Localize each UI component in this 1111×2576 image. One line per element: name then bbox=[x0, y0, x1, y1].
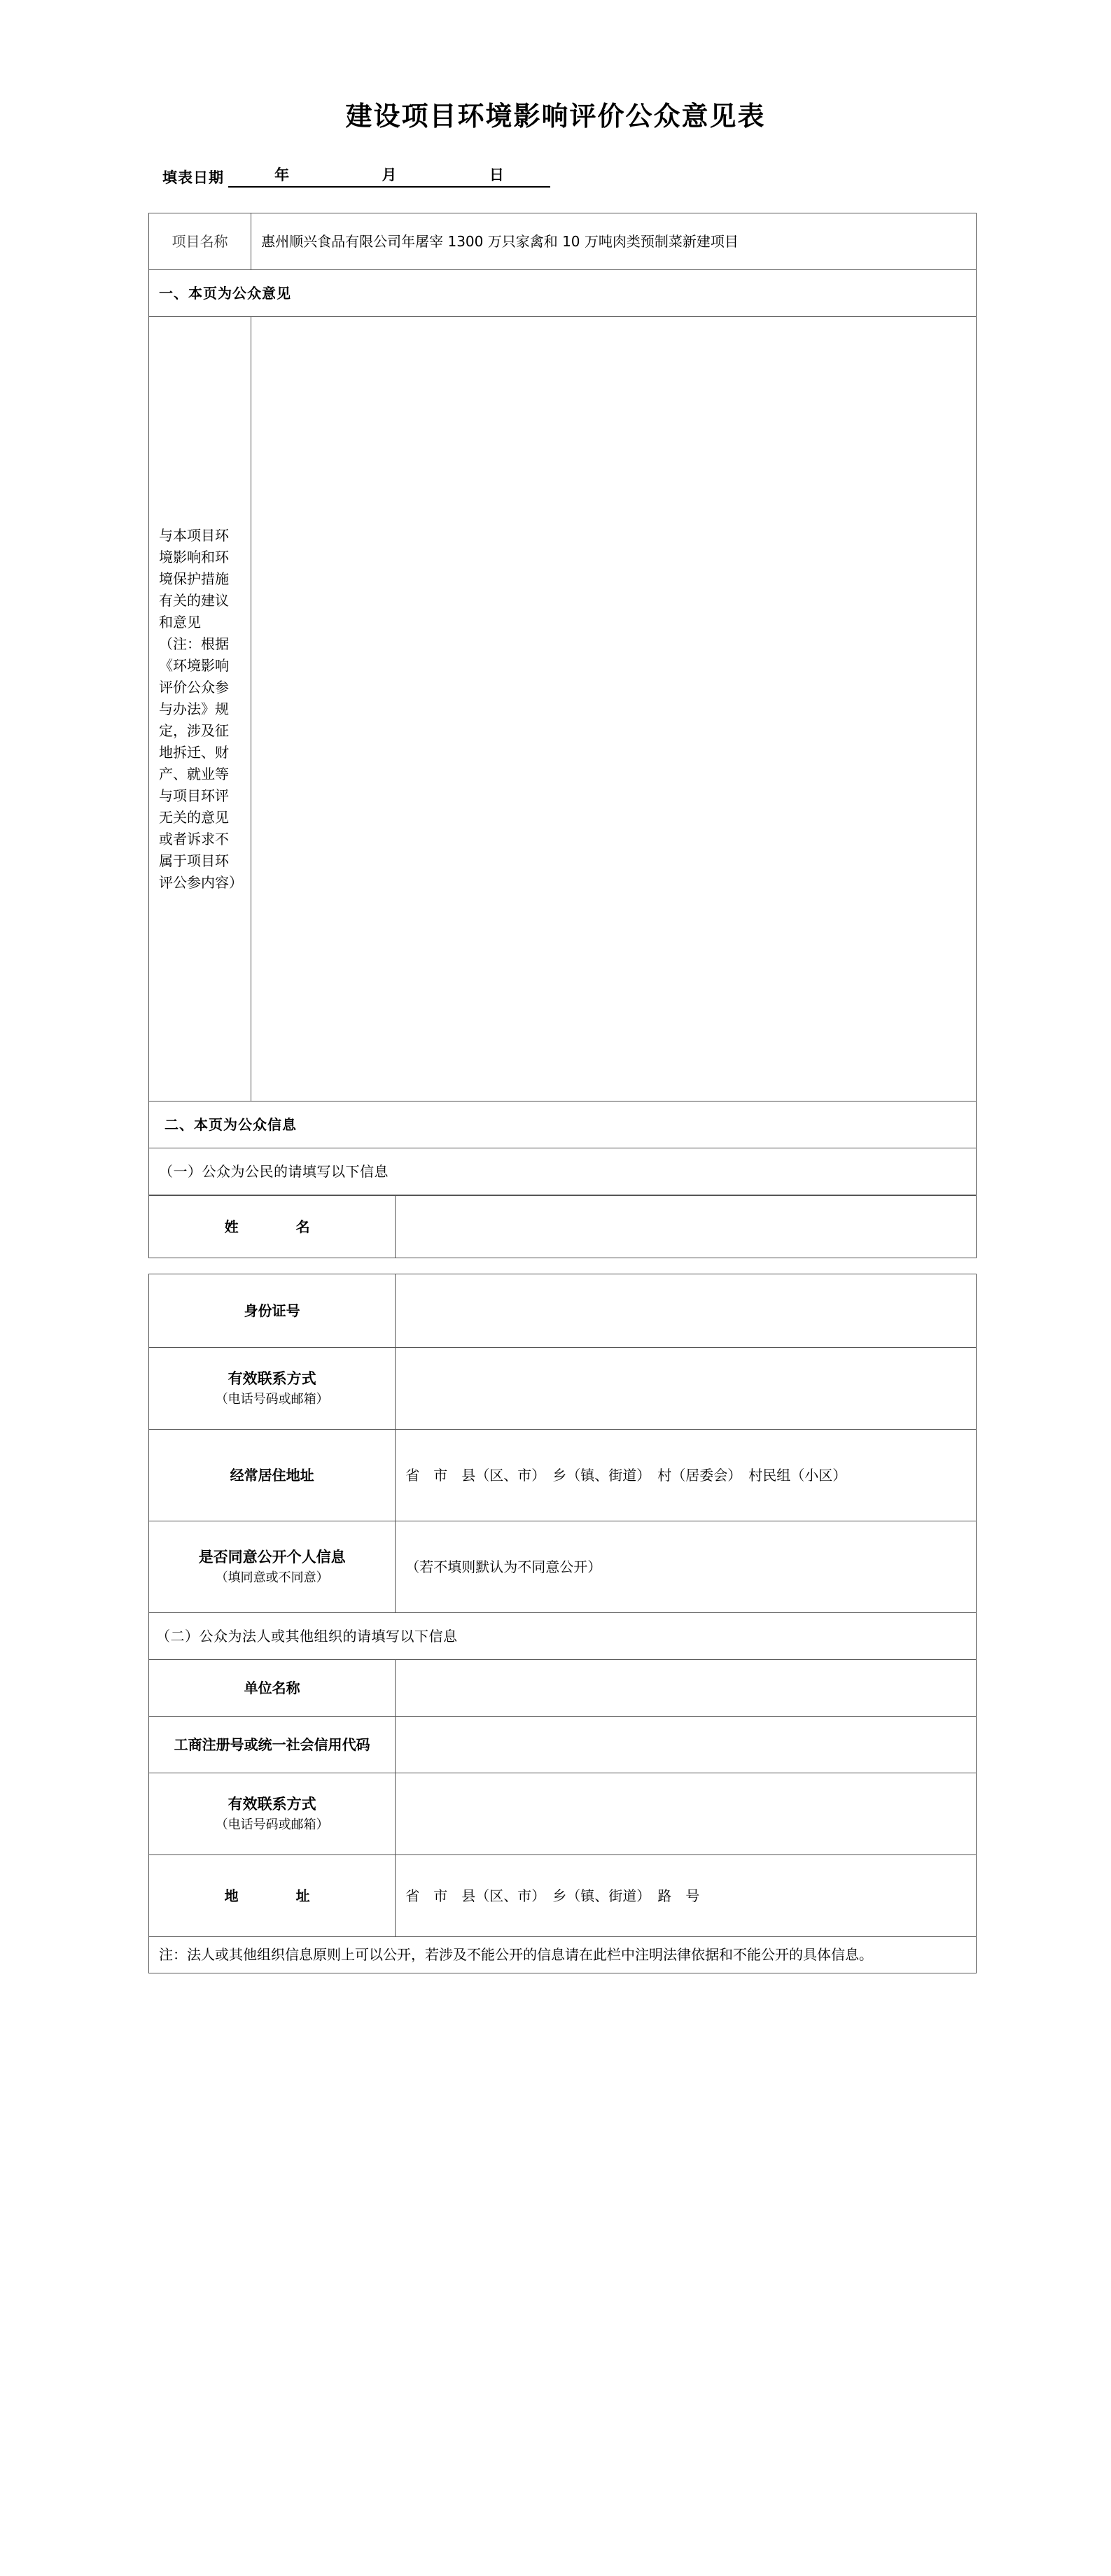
citizen-name-value[interactable] bbox=[396, 1196, 977, 1258]
org-name-value[interactable] bbox=[396, 1660, 977, 1717]
org-contact-label-main: 有效联系方式 bbox=[228, 1795, 316, 1813]
id-number-label: 身份证号 bbox=[149, 1274, 396, 1348]
section-two-heading: 二、本页为公众信息 bbox=[149, 1102, 977, 1148]
consent-disclose-label bbox=[149, 1521, 396, 1613]
project-name-value: 惠州顺兴食品有限公司年屠宰 1300 万只家禽和 10 万吨肉类预制菜新建项目 bbox=[251, 213, 977, 270]
fill-date-year-label: 年 bbox=[274, 167, 290, 183]
fill-date-input[interactable] bbox=[228, 164, 550, 188]
org-contact-label bbox=[149, 1773, 396, 1855]
org-name-label: 单位名称 bbox=[149, 1660, 396, 1717]
org-contact-label-sub: （电话号码或邮箱） bbox=[215, 1817, 329, 1833]
opinion-input-area[interactable] bbox=[251, 317, 977, 1102]
table-row-consent-disclose bbox=[149, 1521, 977, 1613]
form-table-lower bbox=[148, 1274, 977, 1973]
table-row-citizen-name bbox=[149, 1196, 977, 1258]
table-row-citizen-contact bbox=[149, 1348, 977, 1430]
table-row-project-name bbox=[149, 213, 977, 270]
consent-disclose-label-sub: （填同意或不同意） bbox=[215, 1570, 329, 1586]
table-row-citizen-subheading bbox=[149, 1148, 977, 1195]
fill-date-month-label: 月 bbox=[382, 167, 397, 183]
citizen-contact-label bbox=[149, 1348, 396, 1430]
form-table-name bbox=[148, 1195, 977, 1258]
citizen-contact-label-main: 有效联系方式 bbox=[228, 1370, 316, 1387]
fill-date-label: 填表日期 bbox=[162, 169, 224, 186]
consent-disclose-label-main: 是否同意公开个人信息 bbox=[198, 1548, 346, 1565]
citizen-name-label: 姓 名 bbox=[149, 1196, 396, 1258]
form-table-upper bbox=[148, 213, 977, 1195]
table-row-residence-address bbox=[149, 1430, 977, 1521]
table-row-org-address bbox=[149, 1855, 977, 1937]
fill-date-row bbox=[162, 164, 1111, 188]
table-row-opinion bbox=[149, 317, 977, 1102]
project-name-label: 项目名称 bbox=[149, 213, 251, 270]
consent-disclose-value[interactable]: （若不填则默认为不同意公开） bbox=[396, 1521, 977, 1613]
table-row-footnote bbox=[149, 1937, 977, 1973]
residence-address-label: 经常居住地址 bbox=[149, 1430, 396, 1521]
section-one-heading: 一、本页为公众意见 bbox=[149, 270, 977, 317]
citizen-contact-value[interactable] bbox=[396, 1348, 977, 1430]
org-address-label: 地 址 bbox=[149, 1855, 396, 1937]
org-registration-value[interactable] bbox=[396, 1717, 977, 1773]
table-row-section-two-heading bbox=[149, 1102, 977, 1148]
table-row-section-one-heading bbox=[149, 270, 977, 317]
table-row-org-subheading bbox=[149, 1613, 977, 1660]
citizen-contact-label-sub: （电话号码或邮箱） bbox=[215, 1392, 329, 1407]
document-page bbox=[0, 94, 1111, 2576]
citizen-subheading: （一）公众为公民的请填写以下信息 bbox=[149, 1148, 977, 1195]
page-title: 建设项目环境影响评价公众意见表 bbox=[345, 101, 766, 132]
table-row-org-registration bbox=[149, 1717, 977, 1773]
org-contact-value[interactable] bbox=[396, 1773, 977, 1855]
opinion-label: 与本项目环境影响和环境保护措施有关的建议和意见（注：根据《环境影响评价公众参与办法》规定，涉及征地拆迁、财产、就业等与项目环评无关的意见或者诉求不属于项目环评公参内容） bbox=[149, 317, 251, 1102]
table-row-org-contact bbox=[149, 1773, 977, 1855]
org-address-value[interactable]: 省 市 县（区、市） 乡（镇、街道） 路 号 bbox=[396, 1855, 977, 1937]
table-gap-divider bbox=[0, 1258, 1111, 1274]
org-subheading: （二）公众为法人或其他组织的请填写以下信息 bbox=[149, 1613, 977, 1660]
table-row-id-number bbox=[149, 1274, 977, 1348]
org-registration-label: 工商注册号或统一社会信用代码 bbox=[149, 1717, 396, 1773]
table-row-org-name bbox=[149, 1660, 977, 1717]
id-number-value[interactable] bbox=[396, 1274, 977, 1348]
residence-address-value[interactable]: 省 市 县（区、市） 乡（镇、街道） 村（居委会） 村民组（小区） bbox=[396, 1430, 977, 1521]
footnote-text: 注：法人或其他组织信息原则上可以公开，若涉及不能公开的信息请在此栏中注明法律依据和不能公开的具体信息。 bbox=[149, 1937, 977, 1973]
fill-date-day-label: 日 bbox=[489, 167, 504, 183]
